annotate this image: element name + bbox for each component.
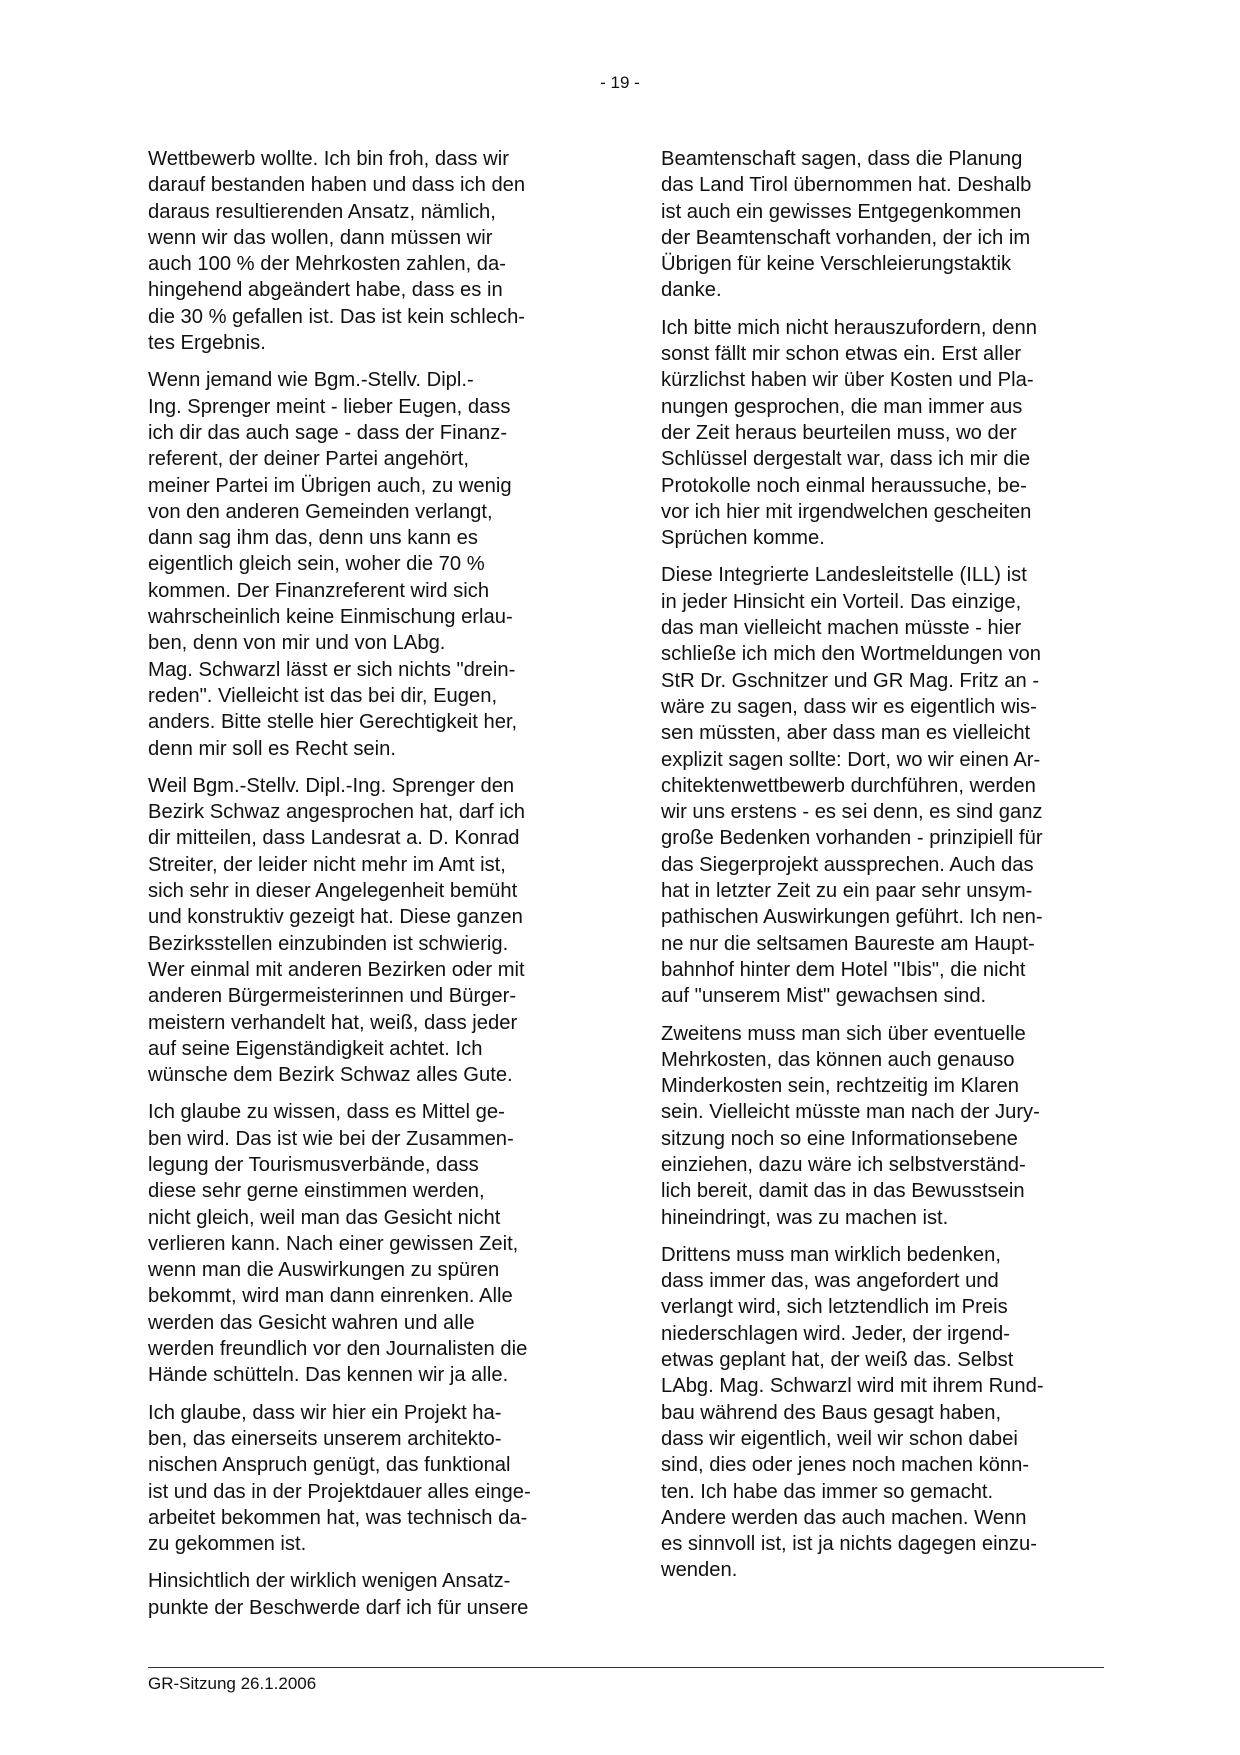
- text-line: kürzlichst haben wir über Kosten und Pla-: [661, 369, 1034, 392]
- text-line: schließe ich mich den Wortmeldungen von: [661, 643, 1042, 666]
- paragraph: [148, 146, 594, 356]
- text-line: Beamtenschaft sagen, dass die Planung: [661, 148, 1023, 170]
- text-line: Drittens muss man wirklich bedenken,: [661, 1243, 1001, 1266]
- paragraph: [661, 1021, 1101, 1231]
- text-line: verlieren kann. Nach einer gewissen Zeit,: [148, 1232, 519, 1255]
- text-line: ben, denn von mir und von LAbg.: [148, 632, 446, 655]
- text-line: es sinnvoll ist, ist ja nichts dagegen einzu-: [661, 1533, 1037, 1556]
- text-line: Protokolle noch einmal heraussuche, be-: [661, 474, 1027, 497]
- text-line: meiner Partei im Übrigen auch, zu wenig: [148, 474, 512, 497]
- text-line: sind, dies oder jenes noch machen könn-: [661, 1454, 1030, 1477]
- text-line: Minderkosten sein, rechtzeitig im Klaren: [661, 1075, 1019, 1098]
- text-line: wahrscheinlich keine Einmischung erlau-: [148, 606, 513, 629]
- text-line: dir mitteilen, dass Landesrat a. D. Konrad: [148, 827, 520, 850]
- paragraph: [148, 773, 594, 1089]
- footer-divider: [148, 1667, 1104, 1668]
- text-line: auf "unserem Mist" gewachsen sind.: [661, 985, 987, 1008]
- text-line: Ich glaube, dass wir hier ein Projekt ha-: [148, 1401, 502, 1424]
- text-line: sen müssten, aber dass man es vielleicht: [661, 722, 1031, 745]
- text-line: sitzung noch so eine Informationsebene: [661, 1127, 1018, 1150]
- text-line: Schlüssel dergestalt war, dass ich mir die: [661, 448, 1031, 471]
- right-column: [661, 146, 1101, 1595]
- text-line: Mag. Schwarzl lässt er sich nichts "drein-: [148, 658, 516, 681]
- text-line: lich bereit, damit das in das Bewusstsein: [661, 1180, 1025, 1203]
- text-line: und konstruktiv gezeigt hat. Diese ganzen: [148, 906, 523, 929]
- text-line: bau während des Baus gesagt haben,: [661, 1401, 1002, 1424]
- text-line: etwas geplant hat, der weiß das. Selbst: [661, 1349, 1014, 1372]
- text-line: niederschlagen wird. Jeder, der irgend-: [661, 1322, 1010, 1345]
- text-line: Hände schütteln. Das kennen wir ja alle.: [148, 1364, 509, 1387]
- text-line: ben, das einerseits unserem architekto-: [148, 1427, 502, 1450]
- text-line: ist auch ein gewisses Entgegenkommen: [661, 200, 1022, 223]
- paragraph: [661, 562, 1101, 1009]
- text-line: einziehen, dazu wäre ich selbstverständ-: [661, 1153, 1026, 1176]
- text-line: auf seine Eigenständigkeit achtet. Ich: [148, 1037, 483, 1060]
- text-line: ten. Ich habe das immer so gemacht.: [661, 1480, 994, 1503]
- text-line: daraus resultierenden Ansatz, nämlich,: [148, 200, 496, 223]
- text-line: anderen Bürgermeisterinnen und Bürger-: [148, 985, 517, 1008]
- text-line: wenn wir das wollen, dann müssen wir: [148, 226, 493, 249]
- text-line: Bezirksstellen einzubinden ist schwierig.: [148, 932, 509, 955]
- text-line: ist und das in der Projektdauer alles einge-: [148, 1480, 531, 1503]
- text-line: Andere werden das auch machen. Wenn: [661, 1506, 1027, 1529]
- text-line: Wer einmal mit anderen Bezirken oder mit: [148, 958, 525, 981]
- text-line: wäre zu sagen, dass wir es eigentlich wis-: [661, 695, 1037, 718]
- text-line: hineindringt, was zu machen ist.: [661, 1206, 949, 1229]
- text-line: Ing. Sprenger meint - lieber Eugen, dass: [148, 395, 511, 418]
- text-line: zu gekommen ist.: [148, 1533, 307, 1556]
- text-line: diese sehr gerne einstimmen werden,: [148, 1180, 485, 1203]
- text-line: tes Ergebnis.: [148, 332, 266, 355]
- text-line: dass immer das, was angefordert und: [661, 1270, 999, 1293]
- text-line: nischen Anspruch genügt, das funktional: [148, 1454, 511, 1477]
- text-line: sein. Vielleicht müsste man nach der Jury-: [661, 1101, 1040, 1124]
- text-line: wir uns erstens - es sei denn, es sind ganz: [661, 801, 1043, 824]
- text-line: wenden.: [661, 1559, 738, 1582]
- text-line: StR Dr. Gschnitzer und GR Mag. Fritz an -: [661, 669, 1040, 692]
- text-line: reden". Vielleicht ist das bei dir, Eugen,: [148, 684, 498, 707]
- text-line: ne nur die seltsamen Baureste am Haupt-: [661, 932, 1035, 955]
- text-line: Wettbewerb wollte. Ich bin froh, dass wir: [148, 148, 509, 170]
- text-line: Ich bitte mich nicht herauszufordern, denn: [661, 316, 1037, 339]
- text-line: legung der Tourismusverbände, dass: [148, 1153, 479, 1176]
- text-line: sonst fällt mir schon etwas ein. Erst aller: [661, 343, 1022, 366]
- paragraph: [661, 315, 1101, 552]
- text-line: Diese Integrierte Landesleitstelle (ILL) ist: [661, 564, 1027, 587]
- text-line: von den anderen Gemeinden verlangt,: [148, 500, 493, 523]
- text-line: Zweitens muss man sich über eventuelle: [661, 1022, 1026, 1045]
- text-line: wünsche dem Bezirk Schwaz alles Gute.: [148, 1064, 513, 1087]
- text-line: chitektenwettbewerb durchführen, werden: [661, 774, 1036, 797]
- left-column: [148, 146, 594, 1632]
- text-line: auch 100 % der Mehrkosten zahlen, da-: [148, 253, 506, 276]
- text-line: werden das Gesicht wahren und alle: [148, 1311, 475, 1334]
- text-line: pathischen Auswirkungen geführt. Ich nen-: [661, 906, 1043, 929]
- text-line: hat in letzter Zeit zu ein paar sehr unsym-: [661, 880, 1033, 903]
- text-line: punkte der Beschwerde darf ich für unsere: [148, 1596, 529, 1619]
- text-line: bekommt, wird man dann einrenken. Alle: [148, 1285, 513, 1308]
- page-number: - 19 -: [600, 73, 640, 92]
- text-line: Weil Bgm.-Stellv. Dipl.-Ing. Sprenger den: [148, 774, 515, 797]
- text-line: eigentlich gleich sein, woher die 70 %: [148, 553, 485, 576]
- text-line: referent, der deiner Partei angehört,: [148, 448, 469, 471]
- text-line: vor ich hier mit irgendwelchen gescheiten: [661, 500, 1032, 523]
- text-line: Übrigen für keine Verschleierungstaktik: [661, 253, 1012, 276]
- text-line: das Siegerprojekt aussprechen. Auch das: [661, 853, 1034, 876]
- text-line: werden freundlich vor den Journalisten die: [148, 1338, 528, 1361]
- text-line: große Bedenken vorhanden - prinzipiell für: [661, 827, 1043, 850]
- text-line: das man vielleicht machen müsste - hier: [661, 617, 1022, 640]
- text-line: in jeder Hinsicht ein Vorteil. Das einzige,: [661, 590, 1022, 613]
- text-line: Sprüchen komme.: [661, 527, 825, 550]
- text-line: der Zeit heraus beurteilen muss, wo der: [661, 421, 1017, 444]
- text-line: wenn man die Auswirkungen zu spüren: [148, 1259, 500, 1282]
- text-line: Ich glaube zu wissen, dass es Mittel ge-: [148, 1101, 505, 1124]
- text-line: kommen. Der Finanzreferent wird sich: [148, 579, 490, 602]
- text-line: explizit sagen sollte: Dort, wo wir einen Ar-: [661, 748, 1041, 771]
- text-line: LAbg. Mag. Schwarzl wird mit ihrem Rund-: [661, 1375, 1044, 1398]
- text-line: arbeitet bekommen hat, was technisch da-: [148, 1506, 528, 1529]
- text-line: das Land Tirol übernommen hat. Deshalb: [661, 174, 1032, 197]
- text-line: dann sag ihm das, denn uns kann es: [148, 527, 478, 550]
- paragraph: [148, 1400, 594, 1558]
- text-line: ben wird. Das ist wie bei der Zusammen-: [148, 1127, 514, 1150]
- text-line: hingehend abgeändert habe, dass es in: [148, 279, 503, 302]
- text-line: Hinsichtlich der wirklich wenigen Ansatz-: [148, 1570, 511, 1593]
- paragraph: [148, 1568, 594, 1621]
- text-line: dass wir eigentlich, weil wir schon dabei: [661, 1427, 1018, 1450]
- text-line: Streiter, der leider nicht mehr im Amt ist,: [148, 853, 506, 876]
- text-line: bahnhof hinter dem Hotel "Ibis", die nicht: [661, 958, 1026, 981]
- text-line: Mehrkosten, das können auch genauso: [661, 1048, 1015, 1071]
- text-line: anders. Bitte stelle hier Gerechtigkeit her,: [148, 711, 518, 734]
- text-line: nungen gesprochen, die man immer aus: [661, 395, 1023, 418]
- footer-meeting-date: GR-Sitzung 26.1.2006: [148, 1674, 317, 1693]
- paragraph: [148, 1099, 594, 1388]
- paragraph: [661, 146, 1101, 304]
- text-line: verlangt wird, sich letztendlich im Preis: [661, 1296, 1008, 1319]
- text-line: der Beamtenschaft vorhanden, der ich im: [661, 226, 1031, 249]
- text-line: denn mir soll es Recht sein.: [148, 737, 396, 760]
- text-line: ich dir das auch sage - dass der Finanz-: [148, 421, 508, 444]
- text-line: die 30 % gefallen ist. Das ist kein schlech-: [148, 305, 526, 328]
- text-line: Wenn jemand wie Bgm.-Stellv. Dipl.-: [148, 369, 474, 392]
- text-line: Bezirk Schwaz angesprochen hat, darf ich: [148, 801, 526, 824]
- text-line: danke.: [661, 279, 722, 302]
- paragraph: [661, 1242, 1101, 1584]
- text-line: nicht gleich, weil man das Gesicht nicht: [148, 1206, 501, 1229]
- paragraph: [148, 367, 594, 761]
- text-line: meistern verhandelt hat, weiß, dass jeder: [148, 1011, 518, 1034]
- text-line: sich sehr in dieser Angelegenheit bemüht: [148, 880, 518, 903]
- text-line: darauf bestanden haben und dass ich den: [148, 174, 526, 197]
